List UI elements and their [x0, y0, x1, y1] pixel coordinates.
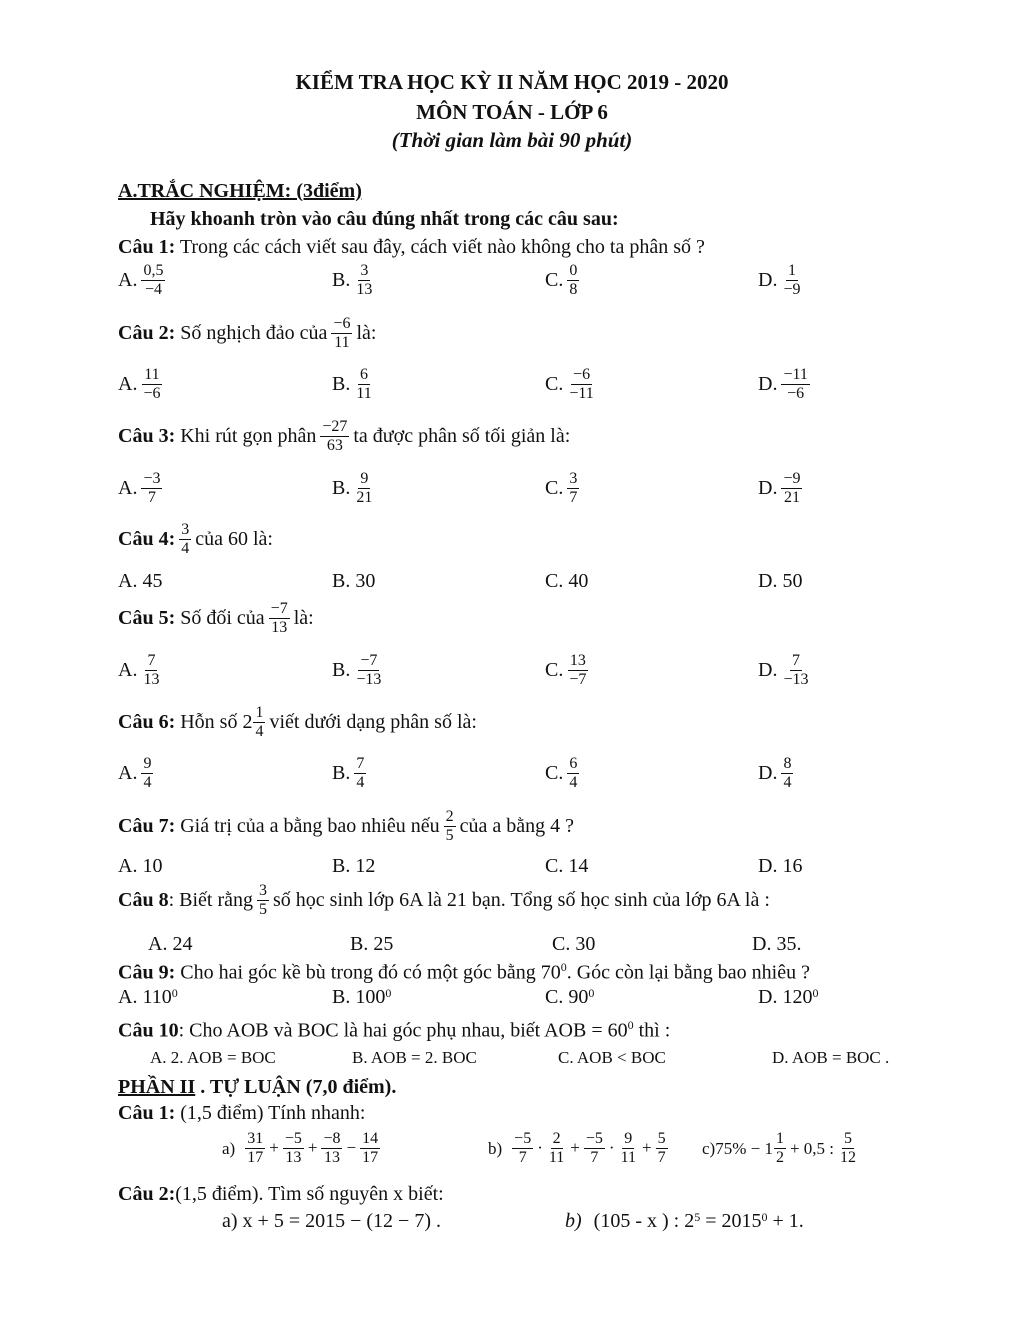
- q1-option-a[interactable]: A. $\frac{0,5}{-4}$: [118, 262, 164, 299]
- exam-time: (Thời gian làm bài 90 phút): [391, 128, 633, 152]
- fraction: $\frac{11}{-6}$: [143, 366, 161, 403]
- q1-option-c[interactable]: C. $\frac{0}{8}$: [545, 262, 578, 299]
- fraction: $\frac{-11}{-6}$: [783, 366, 808, 403]
- essay-2a: a) x + 5 = 2015 − (12 − 7) .: [222, 1210, 441, 1232]
- q9-option-d[interactable]: D. 120 $^0$: [758, 986, 819, 1008]
- essay-1a: a) $\frac{31}{17}$ + $\frac{-5}{13}$ + $\frac{-8}{13}$ − $\frac{14}{17}$: [222, 1130, 379, 1167]
- q4-option-b[interactable]: B. 30: [332, 570, 376, 592]
- q6-option-d[interactable]: D. $\frac{8}{4}$: [758, 755, 792, 792]
- operator: −: [346, 1137, 357, 1157]
- question-3: Câu 3: Khi rút gọn phân $\frac{-27}{63}$ ta được phân số tối giản là:: [118, 418, 571, 455]
- q5-option-a[interactable]: A. $\frac{7}{13}$: [118, 652, 160, 689]
- fraction: $\frac{-5}{7}$: [585, 1130, 603, 1167]
- essay-2b: b) (105 - x ) : 2 $^5$ = 2015 $^0$ + 1.: [565, 1210, 804, 1232]
- q8-option-a[interactable]: A. 24: [148, 933, 193, 955]
- fraction: $\frac{31}{17}$: [247, 1130, 264, 1167]
- q10-option-b[interactable]: B. AOB = 2. BOC: [352, 1048, 477, 1067]
- q5-option-b[interactable]: B. $\frac{-7}{-13}$: [332, 652, 382, 689]
- q10-option-c[interactable]: C. AOB < BOC: [558, 1048, 666, 1067]
- operator: ·: [537, 1137, 543, 1157]
- fraction: $\frac{2}{11}$: [548, 1130, 565, 1167]
- q8-option-b[interactable]: B. 25: [350, 933, 394, 955]
- operator: ·: [608, 1137, 615, 1157]
- question-9: Câu 9: Cho hai góc kề bù trong đó có một góc bằng $70^0$. Góc còn lại bằng bao nhiêu ?: [118, 960, 810, 984]
- q5-option-c[interactable]: C. $\frac{13}{-7}$: [545, 652, 587, 689]
- fraction: $\frac{-7}{-13}$: [356, 652, 382, 689]
- fraction: $\frac{8}{4}$: [783, 755, 792, 792]
- part-a-title: A.TRẮC NGHIỆM: (3điểm): [118, 180, 362, 202]
- q7-option-d[interactable]: D. 16: [758, 855, 803, 877]
- fraction: $\frac{-5}{13}$: [284, 1130, 302, 1167]
- q3-option-a[interactable]: A. $\frac{-3}{7}$: [118, 470, 161, 507]
- fraction: $\frac{-8}{13}$: [323, 1130, 341, 1167]
- exam-subject: MÔN TOÁN - LỚP 6: [416, 100, 608, 124]
- fraction: $\frac{0}{8}$: [569, 262, 578, 299]
- fraction: $\frac{5}{7}$: [657, 1130, 666, 1167]
- question-5: Câu 5: Số đối của $\frac{-7}{13}$ là:: [118, 600, 314, 637]
- operator: +: [269, 1137, 279, 1157]
- fraction: $\frac{6}{11}$: [356, 366, 372, 403]
- fraction: $\frac{1}{-9}$: [783, 262, 801, 299]
- question-6: Câu 6: Hỗn số 2 $\frac{1}{4}$ viết dưới dạng phân số là:: [118, 704, 477, 741]
- q7-option-c[interactable]: C. 14: [545, 855, 589, 877]
- fraction: $\frac{3}{7}$: [569, 470, 578, 507]
- exam-title: KIỂM TRA HỌC KỲ II NĂM HỌC 2019 - 2020: [295, 70, 729, 94]
- part-a-instruction: Hãy khoanh tròn vào câu đúng nhất trong các câu sau:: [150, 208, 619, 230]
- fraction: $\frac{-5}{7}$: [514, 1130, 532, 1167]
- essay-2: Câu 2:(1,5 điểm). Tìm số nguyên x biết:: [118, 1183, 444, 1205]
- q4-option-c[interactable]: C. 40: [545, 570, 589, 592]
- q2-option-a[interactable]: A. $\frac{11}{-6}$: [118, 366, 161, 403]
- q9-option-a[interactable]: A. 110 $^0$: [118, 986, 178, 1008]
- part-b-title: PHẦN II . TỰ LUẬN (7,0 điểm).: [118, 1076, 397, 1098]
- q3-option-d[interactable]: D. $\frac{-9}{21}$: [758, 470, 801, 507]
- essay-1c: c) 75% − 1 $\frac{1}{2}$ + 0,5 : $\frac{5}{12}$: [702, 1130, 857, 1167]
- q5-option-d[interactable]: D. $\frac{7}{-13}$: [758, 652, 809, 689]
- essay-1b: b) $\frac{-5}{7}$ · $\frac{2}{11}$ + $\frac{-5}{7}$ · $\frac{9}{11}$ + $\frac{5}{7}$: [488, 1130, 666, 1167]
- question-2: Câu 2: Số nghịch đảo của $\frac{-6}{11}$ là:: [118, 315, 377, 352]
- q6-option-b[interactable]: B. $\frac{7}{4}$: [332, 755, 365, 792]
- fraction: $\frac{0,5}{-4}$: [143, 262, 164, 299]
- q9-option-b[interactable]: B. 100 $^0$: [332, 986, 392, 1008]
- q2-option-c[interactable]: C. $\frac{-6}{-11}$: [545, 366, 594, 403]
- operator: +: [641, 1137, 652, 1157]
- q4-option-a[interactable]: A. 45: [118, 570, 163, 592]
- question-10: Câu 10: Cho AOB và BOC là hai góc phụ nhau, biết AOB = $60^0$ thì :: [118, 1018, 671, 1042]
- q6-option-c[interactable]: C. $\frac{6}{4}$: [545, 755, 578, 792]
- question-8: Câu 8 : Biết rằng $\frac{3}{5}$ số học sinh lớp 6A là 21 bạn. Tổng số học sinh của lớp 6A là :: [118, 882, 770, 919]
- fraction: $\frac{9}{11}$: [620, 1130, 636, 1167]
- essay-1: Câu 1: (1,5 điểm) Tính nhanh:: [118, 1102, 366, 1124]
- q3-option-b[interactable]: B. $\frac{9}{21}$: [332, 470, 373, 507]
- question-7: Câu 7: Giá trị của a bằng bao nhiêu nếu $\frac{2}{5}$ của a bằng 4 ?: [118, 808, 574, 845]
- operator: +: [570, 1137, 580, 1157]
- q10-option-d[interactable]: D. AOB = BOC .: [772, 1048, 890, 1067]
- q8-option-c[interactable]: C. 30: [552, 933, 596, 955]
- q7-option-a[interactable]: A. 10: [118, 855, 163, 877]
- fraction: $\frac{7}{-13}$: [783, 652, 809, 689]
- q10-option-a[interactable]: A. 2. AOB = BOC: [150, 1048, 276, 1067]
- fraction: $\frac{7}{4}$: [356, 755, 365, 792]
- q9-option-c[interactable]: C. 90 $^0$: [545, 986, 595, 1008]
- fraction: $\frac{9}{21}$: [356, 470, 373, 507]
- question-4: Câu 4: $\frac{3}{4}$ của 60 là:: [118, 521, 273, 558]
- fraction: $\frac{14}{17}$: [362, 1130, 379, 1167]
- fraction: $\frac{3}{13}$: [356, 262, 373, 299]
- q1-option-b[interactable]: B. $\frac{3}{13}$: [332, 262, 373, 299]
- operator: +: [307, 1137, 318, 1157]
- q8-option-d[interactable]: D. 35.: [752, 933, 802, 955]
- q2-option-d[interactable]: D. $\frac{-11}{-6}$: [758, 366, 808, 403]
- q7-option-b[interactable]: B. 12: [332, 855, 376, 877]
- fraction: $\frac{13}{-7}$: [569, 652, 587, 689]
- fraction: $\frac{6}{4}$: [569, 755, 578, 792]
- fraction: $\frac{-9}{21}$: [783, 470, 801, 507]
- q6-option-a[interactable]: A. $\frac{9}{4}$: [118, 755, 152, 792]
- fraction: $\frac{9}{4}$: [143, 755, 152, 792]
- question-1: Câu 1: Trong các cách viết sau đây, cách viết nào không cho ta phân số ?: [118, 236, 705, 258]
- fraction: $\frac{7}{13}$: [143, 652, 160, 689]
- q1-option-d[interactable]: D. $\frac{1}{-9}$: [758, 262, 801, 299]
- q4-option-d[interactable]: D. 50: [758, 570, 803, 592]
- q2-option-b[interactable]: B. $\frac{6}{11}$: [332, 366, 372, 403]
- q3-option-c[interactable]: C. $\frac{3}{7}$: [545, 470, 578, 507]
- fraction: $\frac{-3}{7}$: [143, 470, 161, 507]
- fraction: $\frac{-6}{-11}$: [569, 366, 594, 403]
